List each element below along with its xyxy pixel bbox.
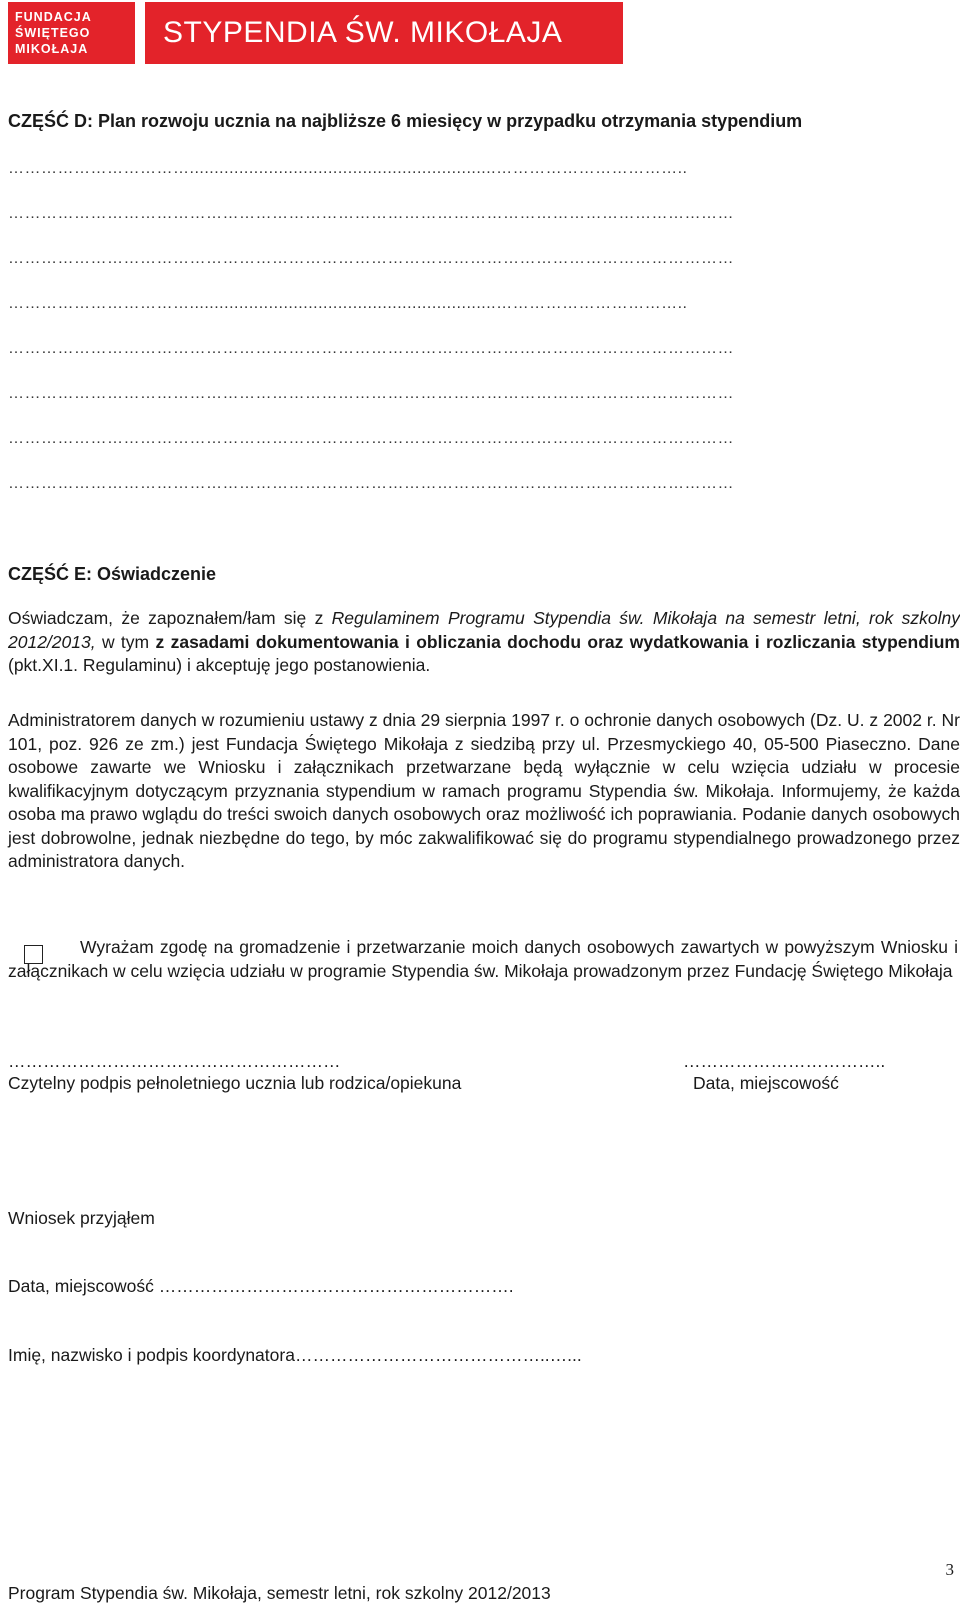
answer-line[interactable]: …………………………………………………………………………………………………………………… [8,475,734,492]
logo-line: FUNDACJA [15,10,92,24]
logo-line: MIKOŁAJA [15,42,89,56]
statement-rules: z zasadami dokumentowania i obliczania dochodu oraz wydatkowania i rozliczania stypendium [155,631,960,652]
statement-text: (pkt.XI.1. Regulaminu) i akceptuję jego postanowienia. [8,655,431,675]
statement-text: Oświadczam, że zapoznałem/łam się z [8,608,332,628]
answer-line[interactable]: ……………………………..............................................................…………………………….. [8,295,688,312]
date-label: Data, miejscowość [693,1073,839,1093]
answer-line[interactable]: …………………………………………………………………………………………………………………… [8,385,734,402]
coordinator-signature-field[interactable]: Imię, nazwisko i podpis koordynatora……………………………………..…... [8,1345,582,1365]
program-banner: STYPENDIA ŚW. MIKOŁAJA [145,2,623,64]
statement-text: w tym [95,631,156,652]
date-line[interactable]: …………………………….. [683,1051,886,1071]
answer-line[interactable]: …………………………………………………………………………………………………………………… [8,340,734,357]
data-protection-notice: Administratorem danych w rozumieniu ustawy z dnia 29 sierpnia 1997 r. o ochronie danych osobowych (Dz. U. z 2002 r. Nr 101, poz. 926 ze zm.) jest Fundacja Świętego Mikołaja z siedzibą przy ul. Przesmyckiego 40, 05-500 Piaseczno. Dane osobowe zawarte we Wniosku i załącznikach przetwarzane będą wyłącznie w celu wzięcia udziału w procesie kwalifikacyjnym dotyczącym przyznania stypendium w ramach programu Stypendia św. Mikołaja. Informujemy, że każda osoba ma prawo wglądu do treści swoich danych osobowych oraz możliwość ich poprawiania. Podanie danych osobowych jest dobrowolne, jednak niezbędne do tego, by móc zakwalifikować się do programu stypendialnego prowadzonego przez administratora danych. [8,710,960,871]
signature-line[interactable]: ………………………………………………… [8,1051,341,1071]
answer-line[interactable]: ……………………………..............................................................…………………………….. [8,160,688,177]
page-footer: Program Stypendia św. Mikołaja, semestr letni, rok szkolny 2012/2013 [8,1583,551,1603]
answer-line[interactable]: …………………………………………………………………………………………………………………… [8,205,734,222]
coordinator-date-field[interactable]: Data, miejscowość ……………………………………………………. [8,1276,514,1296]
section-e-heading: CZĘŚĆ E: Oświadczenie [8,564,217,584]
signature-label: Czytelny podpis pełnoletniego ucznia lub rodzica/opiekuna [8,1073,462,1093]
regulations-statement [8,607,960,678]
logo-line: ŚWIĘTEGO [15,26,91,40]
application-received-label: Wniosek przyjąłem [8,1208,155,1228]
consent-text: Wyrażam zgodę na gromadzenie i przetwarzanie moich danych osobowych zawartych w powyższym Wniosku i załącznikach w celu wzięcia udziału w programie Stypendia św. Mikołaja prowadzonym przez Fundację Świętego Mikołaja [8,937,958,981]
regulations-title: Regulaminem Programu Stypendia św. Mikołaja na semestr letni, rok szkolny 2012/2013, [8,608,960,652]
page-number: 3 [945,1560,954,1579]
section-d-heading: CZĘŚĆ D: Plan rozwoju ucznia na najbliższe 6 miesięcy w przypadku otrzymania stypendium [8,111,803,131]
answer-line[interactable]: …………………………………………………………………………………………………………………… [8,250,734,267]
answer-line[interactable]: …………………………………………………………………………………………………………………… [8,430,734,447]
foundation-logo [8,2,135,64]
